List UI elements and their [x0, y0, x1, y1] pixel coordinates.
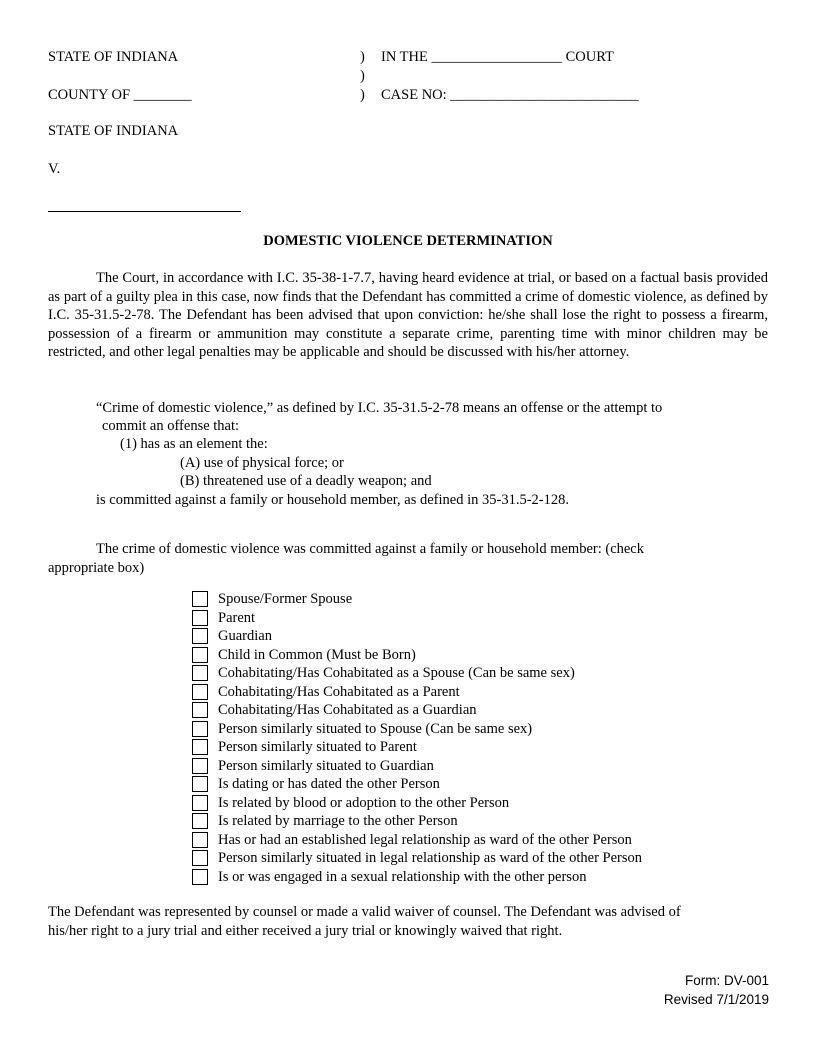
caption-paren-1: )	[360, 49, 365, 65]
form-number: Form: DV-001	[684, 973, 769, 988]
form-revised-date: Revised 7/1/2019	[663, 992, 769, 1007]
checkbox-label: Person similarly situated to Spouse (Can be same sex)	[218, 720, 533, 737]
checkbox-label: Spouse/Former Spouse	[218, 591, 353, 608]
checkbox[interactable]	[192, 869, 208, 885]
checkbox-row[interactable]	[192, 609, 642, 628]
check-intro-line-1: The crime of domestic violence was committed against a family or household member: (check	[96, 541, 644, 557]
checkbox-row[interactable]	[192, 831, 642, 850]
closing-line-2: his/her right to a jury trial and either received a jury trial or knowingly waived that right.	[48, 923, 563, 939]
checkbox-row[interactable]	[192, 646, 642, 665]
checkbox-label: Cohabitating/Has Cohabitated as a Spouse (Can be same sex)	[218, 665, 575, 682]
checkbox-label: Cohabitating/Has Cohabitated as a Parent	[218, 683, 460, 700]
page-title: DOMESTIC VIOLENCE DETERMINATION	[263, 233, 553, 249]
checkbox-row[interactable]	[192, 664, 642, 683]
checkbox-label: Person similarly situated in legal relationship as ward of the other Person	[218, 850, 643, 867]
checkbox[interactable]	[192, 610, 208, 626]
definition-line-2: commit an offense that:	[102, 418, 240, 434]
checkbox[interactable]	[192, 647, 208, 663]
checkbox-label: Has or had an established legal relationship as ward of the other Person	[218, 831, 632, 848]
checkbox-row[interactable]	[192, 590, 642, 609]
checkbox-label: Guardian	[218, 628, 272, 645]
caption-versus: V.	[48, 161, 61, 177]
checkbox-row[interactable]	[192, 775, 642, 794]
checkbox-label: Is related by blood or adoption to the other Person	[218, 794, 510, 811]
defendant-name-line	[48, 211, 241, 212]
checkbox[interactable]	[192, 702, 208, 718]
checkbox-row[interactable]	[192, 701, 642, 720]
caption-case-no: CASE NO: __________________________	[381, 87, 639, 103]
checkbox[interactable]	[192, 684, 208, 700]
relationship-checkbox-list	[192, 590, 642, 886]
checkbox-label: Is dating or has dated the other Person	[218, 776, 440, 793]
caption-paren-2: )	[360, 68, 365, 84]
definition-item-a: (A) use of physical force; or	[180, 455, 344, 471]
closing-line-1: The Defendant was represented by counsel or made a valid waiver of counsel. The Defendant was advised of	[48, 904, 681, 920]
caption-state: STATE OF INDIANA	[48, 49, 179, 65]
intro-paragraph: The Court, in accordance with I.C. 35-38-1-7.7, having heard evidence at trial, or based on a factual basis provided as part of a guilty plea in this case, now finds that the Defendant has committed a crime of domestic violence, as defined by I.C. 35-31.5-2-78. The Defendant has been advised that upon conviction: he/she shall lose the right to possess a firearm, possession of a firearm or ammunition may constitute a separate crime, parenting time with minor children may be restricted, and other legal penalties may be applicable and should be discussed with his/her attorney.	[48, 270, 768, 360]
checkbox-row[interactable]	[192, 757, 642, 776]
checkbox[interactable]	[192, 832, 208, 848]
check-intro-line-2: appropriate box)	[48, 560, 145, 576]
checkbox-row[interactable]	[192, 794, 642, 813]
checkbox[interactable]	[192, 813, 208, 829]
checkbox-label: Cohabitating/Has Cohabitated as a Guardian	[218, 702, 477, 719]
checkbox-row[interactable]	[192, 849, 642, 868]
checkbox[interactable]	[192, 591, 208, 607]
checkbox[interactable]	[192, 739, 208, 755]
checkbox-label: Child in Common (Must be Born)	[218, 646, 416, 663]
definition-item-b: (B) threatened use of a deadly weapon; and	[180, 473, 432, 489]
definition-line-1: “Crime of domestic violence,” as defined by I.C. 35-31.5-2-78 means an offense or the attempt to	[96, 400, 663, 416]
checkbox-label: Is or was engaged in a sexual relationship with the other person	[218, 868, 587, 885]
checkbox[interactable]	[192, 628, 208, 644]
checkbox-label: Person similarly situated to Guardian	[218, 757, 434, 774]
definition-closing: is committed against a family or household member, as defined in 35-31.5-2-128.	[96, 492, 569, 508]
checkbox-row[interactable]	[192, 738, 642, 757]
checkbox-label: Person similarly situated to Parent	[218, 739, 417, 756]
caption-party: STATE OF INDIANA	[48, 123, 179, 139]
checkbox[interactable]	[192, 795, 208, 811]
checkbox[interactable]	[192, 850, 208, 866]
caption-county: COUNTY OF ________	[48, 87, 192, 103]
checkbox-row[interactable]	[192, 812, 642, 831]
definition-item-1: (1) has as an element the:	[120, 436, 268, 452]
caption-court: IN THE __________________ COURT	[381, 49, 614, 65]
checkbox-label: Is related by marriage to the other Person	[218, 813, 458, 830]
caption-paren-3: )	[360, 87, 365, 103]
checkbox[interactable]	[192, 721, 208, 737]
checkbox[interactable]	[192, 665, 208, 681]
checkbox-row[interactable]	[192, 868, 642, 887]
checkbox-label: Parent	[218, 609, 256, 626]
checkbox-row[interactable]	[192, 683, 642, 702]
checkbox[interactable]	[192, 776, 208, 792]
checkbox-row[interactable]	[192, 627, 642, 646]
checkbox[interactable]	[192, 758, 208, 774]
checkbox-row[interactable]	[192, 720, 642, 739]
